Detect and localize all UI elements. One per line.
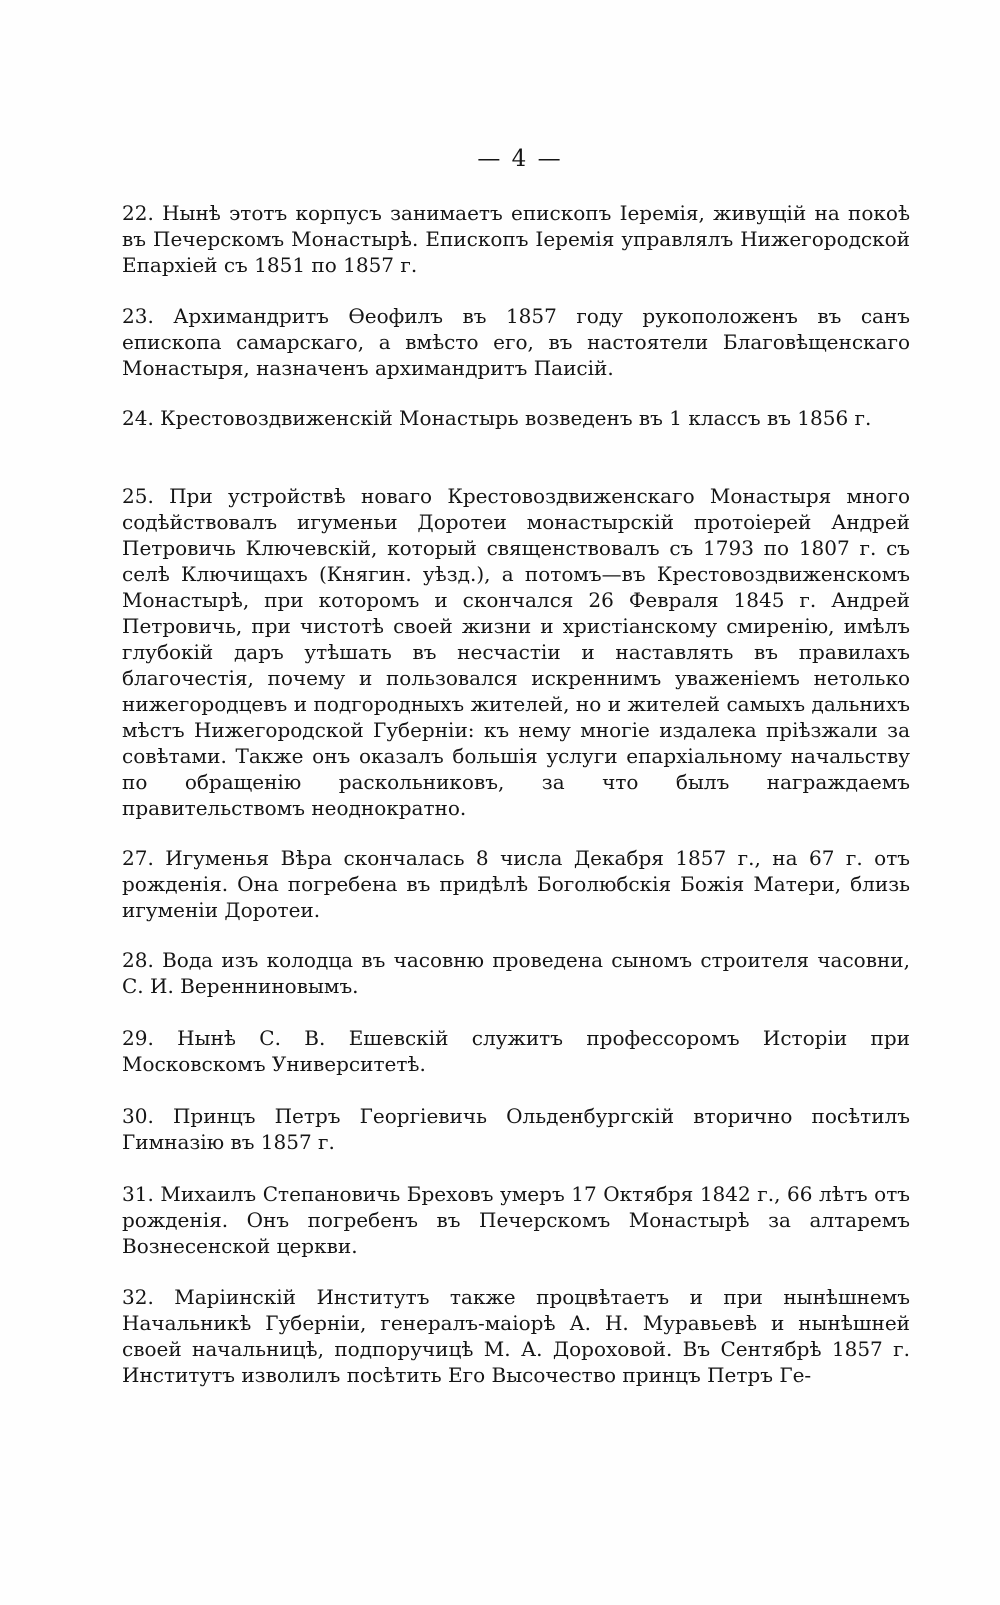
note-27: [122, 845, 910, 923]
note-24: [122, 405, 910, 431]
note-22: [122, 200, 910, 278]
page-number: — 4 —: [477, 146, 563, 172]
note-25-text: 25. При устройствѣ новаго Крестовоздвиженскаго Монастыря много содѣйствовалъ игуменьи Доротеи монастырскій протоіерей Андрей Петровичь Ключевскій, который священствовалъ съ 1793 по 1807 г. съ селѣ Ключищахъ (Княгин. уѣзд.), а потомъ—въ Крестовоздвиженскомъ Монастырѣ, при которомъ и скончался 26 Февраля 1845 г. Андрей Петровичь, при чистотѣ своей жизни и христіанскому смиренію, имѣлъ глубокій даръ утѣшать въ несчастіи и наставлять въ правилахъ благочестія, почему и пользовался искреннимъ уваженіемъ нетолько нижегородцевъ и подгородныхъ жителей, но и жителей самыхъ дальнихъ мѣстъ Нижегородской Губерніи: къ нему многіе издалека пріѣзжали за совѣтами. Также онъ оказалъ большія услуги епархіальному начальству по обращенію раскольниковъ, за что былъ награждаемъ правительствомъ неоднократно.: [122, 484, 910, 820]
note-23-text: 23. Архимандритъ Ѳеофилъ въ 1857 году рукоположенъ въ санъ епископа самарскаго, а вмѣсто его, въ настоятели Благовѣщенскаго Монастыря, назначенъ архимандритъ Паисій.: [122, 304, 910, 380]
note-23: [122, 303, 910, 381]
note-28-text: 28. Вода изъ колодца въ часовню проведена сыномъ строителя часовни, С. И. Веренниновымъ.: [122, 948, 910, 998]
note-30-text: 30. Принцъ Петръ Георгіевичь Ольденбургскій вторично посѣтилъ Гимназію въ 1857 г.: [122, 1104, 910, 1154]
note-31-text: 31. Михаилъ Степановичь Бреховъ умеръ 17 Октября 1842 г., 66 лѣтъ отъ рожденія. Онъ погребенъ въ Печерскомъ Монастырѣ за алтаремъ Вознесенской церкви.: [122, 1182, 910, 1258]
note-24-text: 24. Крестовоздвиженскій Монастырь возведенъ въ 1 классъ въ 1856 г.: [122, 406, 872, 430]
note-29: [122, 1025, 910, 1077]
note-28: [122, 947, 910, 999]
note-32: [122, 1284, 910, 1388]
note-25: [122, 483, 910, 821]
note-30: [122, 1103, 910, 1155]
note-27-text: 27. Игуменья Вѣра скончалась 8 числа Декабря 1857 г., на 67 г. отъ рожденія. Она погребена въ придѣлѣ Боголюбскія Божія Матери, близь игуменіи Доротеи.: [122, 846, 910, 922]
note-29-text: 29. Нынѣ С. В. Ешевскій служитъ профессоромъ Исторіи при Московскомъ Университетѣ.: [122, 1026, 910, 1076]
note-32-text: 32. Маріинскій Институтъ также процвѣтаетъ и при нынѣшнемъ Начальникѣ Губерніи, генералъ-маіорѣ А. Н. Муравьевѣ и нынѣшней своей начальницѣ, подпоручицѣ М. А. Дороховой. Въ Сентябрѣ 1857 г. Институтъ изволилъ посѣтить Его Высочество принцъ Петръ Ге-: [122, 1285, 910, 1387]
note-22-text: 22. Нынѣ этотъ корпусъ занимаетъ епископъ Іеремія, живущій на покоѣ въ Печерскомъ Монастырѣ. Епископъ Іеремія управлялъ Нижегородской Епархіей съ 1851 по 1857 г.: [122, 201, 910, 277]
note-31: [122, 1181, 910, 1259]
